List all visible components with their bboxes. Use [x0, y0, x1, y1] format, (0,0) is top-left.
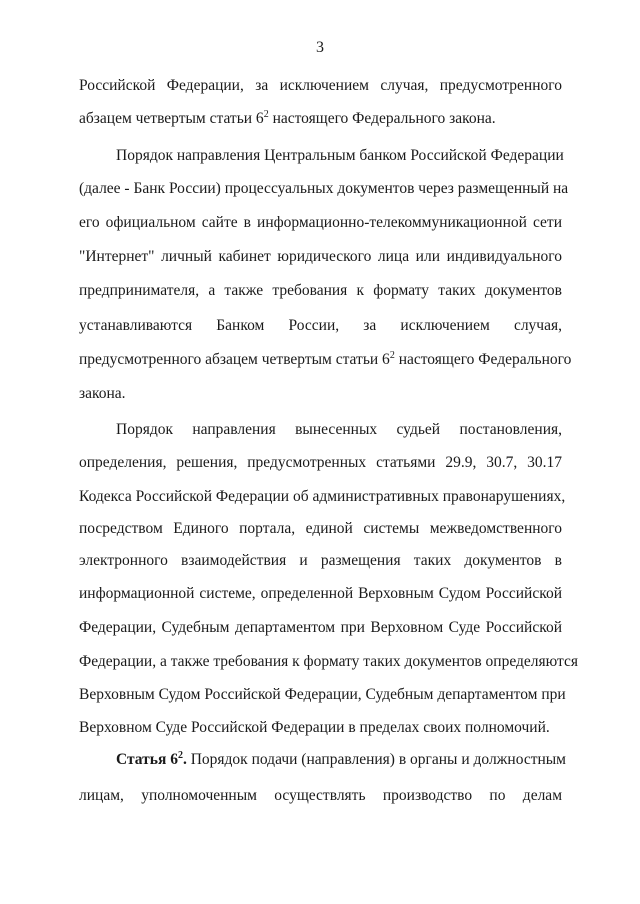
text-line: Статья $6^2$. Порядок подачи (направления) в органы и должностным: [116, 750, 566, 768]
text-line: закона.: [79, 385, 126, 402]
text-line: Кодекса Российской Федерации об административных правонарушениях,: [79, 488, 566, 505]
page-number: 3: [316, 39, 324, 56]
text-line: Верховном Суде Российской Федерации в пределах своих полномочий.: [79, 719, 550, 736]
text-line: "Интернет" личный кабинет юридического лица или индивидуального: [79, 248, 562, 265]
text-line: определения, решения, предусмотренных статьями 29.9, 30.7, 30.17: [79, 454, 562, 471]
text-line: информационной системе, определенной Верховным Судом Российской: [79, 585, 562, 602]
text-line: Порядок направления вынесенных судьей постановления,: [116, 421, 562, 438]
superscript: 2: [389, 350, 395, 361]
superscript: 2: [177, 750, 183, 761]
text-line: абзацем четвертым статьи $6^2$ настоящего Федерального закона.: [79, 109, 496, 127]
text-line: предусмотренного абзацем четвертым статьи $6^2$ настоящего Федерального: [79, 350, 572, 368]
superscript: 2: [263, 109, 269, 120]
text-line: электронного взаимодействия и размещения таких документов в: [79, 552, 562, 569]
text-line: Федерации, Судебным департаментом при Верховном Суде Российской: [79, 619, 562, 636]
text-line: предпринимателя, а также требования к формату таких документов: [79, 282, 562, 299]
text-line: Верховным Судом Российской Федерации, Судебным департаментом при: [79, 686, 566, 703]
article-title: Статья $6^2$.: [116, 750, 187, 768]
text-line: его официальном сайте в информационно-телекоммуникационной сети: [79, 214, 562, 231]
text-line: Федерации, а также требования к формату таких документов определяются: [79, 653, 578, 670]
text-line: посредством Единого портала, единой системы межведомственного: [79, 520, 562, 537]
text-line: (далее - Банк России) процессуальных документов через размещенный на: [79, 180, 569, 197]
text-line: устанавливаются Банком России, за исключением случая,: [79, 317, 562, 334]
text-line: Российской Федерации, за исключением случая, предусмотренного: [79, 77, 562, 94]
text-line: лицам, уполномоченным осуществлять производство по делам: [79, 787, 562, 804]
text-line: Порядок направления Центральным банком Российской Федерации: [116, 147, 564, 164]
